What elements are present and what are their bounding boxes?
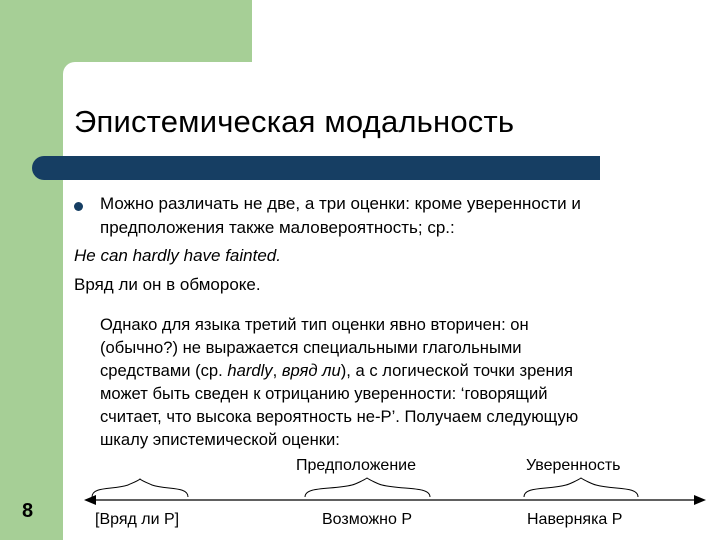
paragraph-line-2: (обычно?) не выражается специальными глагольными [100, 338, 522, 357]
scale-point-certain: Наверняка P [527, 511, 623, 528]
paragraph-line-3-part-a: средствами (ср. [100, 361, 228, 380]
scale-point-unlikely: [Вряд ли P] [95, 511, 180, 528]
paragraph-line-1: Однако для языка третий тип оценки явно вторичен: он [100, 315, 529, 334]
scale-point-possible: Возможно P [322, 511, 412, 528]
scale-arrowhead-right-icon [694, 495, 706, 505]
paragraph-hardly: hardly [227, 361, 273, 380]
slide-number: 8 [22, 500, 34, 522]
paragraph-line-3-part-c: , [272, 361, 282, 380]
scale-brace-middle-icon [305, 478, 430, 497]
scale-group-label-assumption: Предположение [296, 457, 416, 474]
paragraph-line-4: может быть сведен к отрицанию уверенности: ‘говорящий [100, 384, 548, 403]
slide-title: Эпистемическая модальность [74, 104, 515, 139]
bullet-text-line-2: предположения также маловероятность; ср.: [100, 218, 455, 237]
paragraph-line-5: считает, что высока вероятность не-P’. Получаем следующую [100, 407, 579, 426]
scale-arrowhead-left-icon [84, 495, 96, 505]
scale-brace-left-icon [92, 479, 188, 497]
bullet-text-line-1: Можно различать не две, а три оценки: кроме уверенности и [100, 194, 581, 213]
example-english: He can hardly have fainted. [74, 246, 281, 265]
paragraph-vryad-li: вряд ли [281, 361, 341, 380]
scale-group-label-certainty: Уверенность [526, 457, 621, 474]
paragraph-line-6: шкалу эпистемической оценки: [100, 430, 340, 449]
scale-brace-right-icon [524, 478, 638, 497]
example-russian: Вряд ли он в обмороке. [74, 275, 261, 294]
paragraph-line-3-part-e: ), а с логической точки зрения [340, 361, 573, 380]
